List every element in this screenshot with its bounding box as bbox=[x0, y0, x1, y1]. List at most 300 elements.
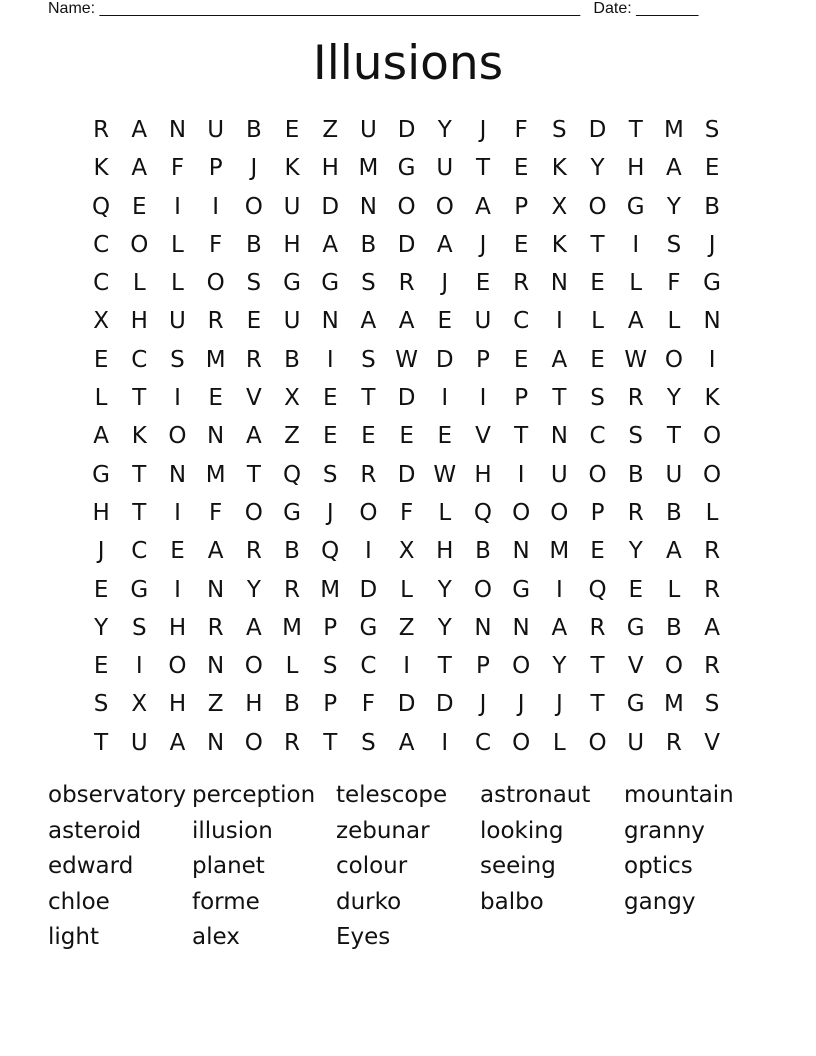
grid-letter: M bbox=[663, 117, 684, 143]
grid-letter: R bbox=[627, 499, 644, 526]
page-title: Illusions bbox=[312, 36, 504, 91]
grid-letter: F bbox=[209, 499, 223, 526]
grid-letter: B bbox=[666, 499, 682, 526]
grid-letter: R bbox=[704, 653, 721, 680]
grid-letter: L bbox=[94, 385, 108, 412]
grid-letter: J bbox=[326, 499, 334, 526]
grid-letter: D bbox=[321, 193, 340, 220]
grid-letter: R bbox=[93, 117, 110, 143]
grid-letter: B bbox=[360, 231, 377, 258]
grid-letter: A bbox=[245, 423, 262, 450]
grid-letter: T bbox=[132, 499, 147, 526]
grid-letter: O bbox=[168, 423, 187, 450]
grid-letter: F bbox=[209, 231, 223, 258]
grid-letter: P bbox=[514, 385, 529, 412]
grid-letter: B bbox=[245, 117, 262, 143]
grid-letter: B bbox=[284, 691, 300, 718]
grid-letter: U bbox=[283, 308, 301, 335]
grid-letter: C bbox=[589, 423, 606, 450]
grid-letter: O bbox=[244, 499, 263, 526]
grid-letter: O bbox=[588, 729, 607, 756]
grid-letter: B bbox=[627, 461, 644, 488]
grid-letter: L bbox=[285, 653, 299, 680]
grid-letter: O bbox=[244, 193, 263, 220]
grid-letter: H bbox=[321, 155, 339, 182]
grid-letter: D bbox=[397, 461, 416, 488]
grid-letter: G bbox=[130, 576, 149, 603]
grid-letter: D bbox=[359, 576, 378, 603]
grid-letter: E bbox=[208, 385, 223, 412]
grid-letter: T bbox=[552, 385, 567, 412]
grid-letter: A bbox=[322, 231, 339, 258]
grid-letter: O bbox=[588, 461, 607, 488]
grid-letter: V bbox=[627, 653, 644, 680]
grid-letter: B bbox=[284, 538, 300, 565]
grid-letter: X bbox=[93, 308, 109, 335]
grid-letter: A bbox=[169, 729, 186, 756]
grid-letter: E bbox=[93, 653, 109, 680]
grid-letter: I bbox=[403, 653, 410, 680]
grid-letter: X bbox=[398, 538, 415, 565]
grid-letter: I bbox=[555, 308, 563, 335]
word-list-item: light bbox=[48, 924, 99, 951]
grid-letter: G bbox=[397, 155, 416, 182]
grid-letter: J bbox=[517, 691, 525, 718]
grid-letter: J bbox=[708, 231, 716, 258]
grid-letter: Y bbox=[552, 653, 567, 680]
grid-letter: M bbox=[205, 346, 226, 373]
grid-letter: S bbox=[361, 729, 376, 756]
grid-letter: N bbox=[207, 653, 225, 680]
grid-letter: A bbox=[436, 231, 453, 258]
grid-letter: L bbox=[629, 270, 643, 297]
word-list-item: illusion bbox=[192, 817, 273, 844]
grid-letter: P bbox=[590, 499, 605, 526]
grid-letter: R bbox=[284, 576, 301, 603]
grid-letter: I bbox=[174, 193, 181, 220]
grid-letter: F bbox=[399, 499, 414, 526]
grid-letter: O bbox=[512, 499, 531, 526]
grid-letter: Z bbox=[398, 614, 415, 641]
grid-letter: U bbox=[169, 308, 186, 335]
grid-letter: L bbox=[591, 308, 604, 335]
grid-letter: E bbox=[704, 155, 720, 182]
grid-letter: E bbox=[322, 385, 338, 412]
grid-letter: O bbox=[397, 193, 416, 220]
grid-letter: A bbox=[475, 193, 491, 220]
grid-letter: I bbox=[632, 231, 640, 258]
grid-letter: S bbox=[704, 691, 720, 718]
grid-letter: E bbox=[322, 423, 338, 450]
grid-letter: T bbox=[514, 423, 529, 450]
grid-letter: K bbox=[704, 385, 720, 412]
grid-letter: H bbox=[92, 499, 110, 526]
grid-letter: T bbox=[361, 385, 376, 412]
grid-letter: D bbox=[588, 117, 607, 143]
grid-letter: S bbox=[628, 423, 644, 450]
grid-letter: E bbox=[590, 270, 605, 297]
grid-letter: O bbox=[550, 499, 569, 526]
grid-letter: R bbox=[704, 576, 721, 603]
grid-letter: S bbox=[246, 270, 262, 297]
grid-letter: E bbox=[361, 423, 376, 450]
grid-letter: D bbox=[435, 346, 454, 373]
grid-letter: T bbox=[590, 691, 605, 718]
grid-letter: H bbox=[168, 691, 187, 718]
grid-letter: J bbox=[479, 231, 487, 258]
grid-letter: B bbox=[475, 538, 491, 565]
grid-letter: R bbox=[589, 614, 606, 641]
grid-letter: F bbox=[170, 155, 185, 182]
grid-letter: X bbox=[131, 691, 148, 718]
grid-letter: M bbox=[205, 461, 226, 488]
word-list-item: colour bbox=[336, 853, 408, 880]
grid-letter: O bbox=[664, 346, 683, 373]
grid-letter: A bbox=[704, 614, 720, 641]
grid-letter: O bbox=[244, 653, 263, 680]
word-list-item: alex bbox=[192, 924, 240, 951]
grid-letter: E bbox=[475, 270, 491, 297]
grid-letter: S bbox=[552, 117, 567, 143]
grid-letter: Y bbox=[666, 193, 681, 220]
word-list-item: gangy bbox=[624, 888, 696, 915]
word-list-item: balbo bbox=[480, 888, 544, 915]
grid-letter: A bbox=[666, 538, 682, 565]
grid-letter: I bbox=[174, 385, 181, 412]
grid-letter: T bbox=[132, 385, 147, 412]
grid-letter: M bbox=[663, 691, 684, 718]
word-list-item: observatory bbox=[48, 782, 187, 808]
grid-letter: E bbox=[590, 538, 605, 565]
grid-letter: P bbox=[476, 653, 490, 680]
grid-letter: U bbox=[550, 461, 568, 488]
grid-letter: K bbox=[93, 155, 109, 182]
grid-letter: B bbox=[666, 614, 682, 641]
grid-letter: N bbox=[703, 308, 721, 335]
grid-letter: E bbox=[170, 538, 185, 565]
grid-letter: I bbox=[365, 538, 372, 565]
grid-letter: E bbox=[513, 231, 529, 258]
grid-letter: C bbox=[131, 346, 148, 373]
grid-letter: R bbox=[398, 270, 415, 297]
grid-letter: C bbox=[474, 729, 491, 756]
grid-letter: C bbox=[93, 270, 110, 297]
grid-letter: G bbox=[283, 270, 301, 297]
grid-letter: I bbox=[441, 729, 449, 756]
grid-letter: I bbox=[479, 385, 487, 412]
grid-letter: N bbox=[321, 308, 339, 335]
grid-letter: C bbox=[513, 308, 530, 335]
grid-letter: E bbox=[399, 423, 414, 450]
grid-letter: O bbox=[703, 423, 722, 450]
grid-letter: H bbox=[168, 614, 187, 641]
grid-letter: P bbox=[323, 691, 338, 718]
grid-letter: G bbox=[626, 193, 645, 220]
grid-letter: E bbox=[590, 346, 605, 373]
grid-letter: M bbox=[282, 614, 302, 641]
grid-letter: S bbox=[590, 385, 605, 412]
grid-letter: J bbox=[479, 117, 487, 143]
grid-letter: T bbox=[628, 117, 643, 143]
grid-letter: T bbox=[475, 155, 490, 182]
grid-letter: O bbox=[512, 653, 531, 680]
grid-letter: F bbox=[667, 270, 681, 297]
grid-letter: L bbox=[552, 729, 566, 756]
grid-letter: U bbox=[474, 308, 492, 335]
grid-letter: H bbox=[474, 461, 492, 488]
grid-letter: R bbox=[245, 538, 262, 565]
grid-letter: P bbox=[476, 346, 490, 373]
grid-letter: X bbox=[551, 193, 568, 220]
word-list-item: chloe bbox=[48, 888, 110, 915]
grid-letter: D bbox=[397, 117, 416, 143]
grid-letter: N bbox=[207, 576, 225, 603]
grid-letter: P bbox=[514, 193, 529, 220]
grid-letter: C bbox=[131, 538, 148, 565]
grid-letter: Q bbox=[92, 193, 111, 220]
grid-letter: V bbox=[245, 385, 262, 412]
grid-letter: L bbox=[705, 499, 719, 526]
grid-letter: O bbox=[130, 231, 149, 258]
grid-letter: N bbox=[168, 117, 187, 143]
grid-letter: M bbox=[358, 155, 379, 182]
grid-letter: Z bbox=[284, 423, 300, 450]
grid-letter: L bbox=[438, 499, 452, 526]
grid-letter: O bbox=[664, 653, 683, 680]
grid-letter: L bbox=[667, 576, 681, 603]
grid-letter: N bbox=[207, 729, 225, 756]
grid-letter: V bbox=[704, 729, 720, 756]
grid-letter: O bbox=[588, 193, 607, 220]
grid-letter: M bbox=[549, 538, 570, 565]
grid-letter: G bbox=[92, 461, 110, 488]
grid-letter: E bbox=[513, 346, 529, 373]
grid-letter: G bbox=[321, 270, 340, 297]
grid-letter: I bbox=[708, 346, 716, 373]
grid-letter: I bbox=[441, 385, 449, 412]
grid-letter: L bbox=[132, 270, 146, 297]
grid-letter: R bbox=[360, 461, 377, 488]
word-list-item: telescope bbox=[336, 782, 448, 808]
grid-letter: A bbox=[398, 729, 415, 756]
grid-letter: E bbox=[93, 576, 109, 603]
grid-letter: Y bbox=[590, 155, 605, 182]
grid-letter: G bbox=[626, 691, 645, 718]
grid-letter: P bbox=[323, 614, 338, 641]
grid-letter: J bbox=[555, 691, 563, 718]
grid-letter: N bbox=[512, 538, 530, 565]
grid-letter: B bbox=[245, 231, 262, 258]
grid-letter: W bbox=[433, 461, 457, 488]
grid-letter: Y bbox=[437, 614, 452, 641]
grid-letter: Q bbox=[282, 461, 302, 488]
grid-letter: Q bbox=[473, 499, 493, 526]
grid-letter: B bbox=[704, 193, 720, 220]
word-list-item: forme bbox=[192, 888, 260, 915]
grid-letter: P bbox=[208, 155, 223, 182]
grid-letter: F bbox=[361, 691, 376, 718]
grid-letter: O bbox=[473, 576, 493, 603]
grid-letter: R bbox=[627, 385, 644, 412]
grid-letter: S bbox=[131, 614, 147, 641]
grid-letter: A bbox=[398, 308, 415, 335]
grid-letter: C bbox=[93, 231, 110, 258]
grid-letter: F bbox=[514, 117, 528, 143]
grid-letter: T bbox=[132, 461, 147, 488]
word-list bbox=[48, 778, 768, 956]
grid-letter: I bbox=[326, 346, 334, 373]
grid-letter: S bbox=[361, 346, 376, 373]
grid-letter: A bbox=[207, 538, 224, 565]
grid-letter: D bbox=[397, 231, 416, 258]
grid-letter: O bbox=[435, 193, 454, 220]
grid-letter: Q bbox=[321, 538, 340, 565]
grid-letter: J bbox=[97, 538, 105, 565]
grid-letter: A bbox=[245, 614, 262, 641]
grid-letter: D bbox=[397, 691, 416, 718]
grid-letter: I bbox=[517, 461, 525, 488]
grid-letter: T bbox=[323, 729, 338, 756]
grid-letter: Y bbox=[628, 538, 643, 565]
word-list-item: edward bbox=[48, 853, 134, 880]
grid-letter: A bbox=[360, 308, 377, 335]
grid-letter: T bbox=[590, 653, 605, 680]
grid-letter: T bbox=[437, 653, 452, 680]
grid-letter: S bbox=[361, 270, 376, 297]
grid-letter: H bbox=[245, 691, 263, 718]
grid-letter: O bbox=[168, 653, 187, 680]
grid-letter: A bbox=[627, 308, 644, 335]
grid-letter: N bbox=[168, 461, 187, 488]
word-list-item: granny bbox=[624, 817, 705, 844]
grid-letter: U bbox=[130, 729, 148, 756]
grid-letter: G bbox=[359, 614, 378, 641]
word-list-item: zebunar bbox=[336, 817, 430, 844]
grid-letter: E bbox=[93, 346, 109, 373]
word-list-item: perception bbox=[192, 782, 316, 808]
grid-letter: J bbox=[441, 270, 449, 297]
grid-letter: S bbox=[322, 461, 338, 488]
grid-letter: N bbox=[474, 614, 492, 641]
grid-letter: N bbox=[512, 614, 530, 641]
grid-letter: T bbox=[666, 423, 681, 450]
grid-letter: E bbox=[437, 423, 453, 450]
grid-letter: Y bbox=[437, 117, 452, 143]
grid-letter: S bbox=[704, 117, 720, 143]
word-list-item: seeing bbox=[480, 853, 556, 880]
grid-letter: T bbox=[590, 231, 605, 258]
grid-letter: E bbox=[628, 576, 643, 603]
grid-letter: A bbox=[551, 614, 568, 641]
word-list-item: astronaut bbox=[480, 782, 591, 808]
grid-letter: R bbox=[207, 308, 224, 335]
grid-letter: T bbox=[94, 729, 109, 756]
grid-letter: A bbox=[666, 155, 682, 182]
grid-letter: H bbox=[130, 308, 148, 335]
grid-letter: E bbox=[513, 155, 529, 182]
grid-letter: Y bbox=[666, 385, 681, 412]
letter-grid bbox=[82, 111, 731, 762]
grid-letter: W bbox=[395, 346, 418, 373]
grid-letter: N bbox=[550, 423, 568, 450]
grid-letter: R bbox=[704, 538, 721, 565]
grid-letter: S bbox=[93, 691, 109, 718]
grid-letter: S bbox=[170, 346, 185, 373]
grid-letter: I bbox=[174, 576, 181, 603]
grid-letter: M bbox=[320, 576, 341, 603]
grid-letter: K bbox=[284, 155, 300, 182]
word-list-item: asteroid bbox=[48, 817, 142, 844]
grid-letter: N bbox=[207, 423, 225, 450]
grid-letter: G bbox=[703, 270, 721, 297]
grid-letter: S bbox=[322, 653, 338, 680]
grid-letter: E bbox=[246, 308, 262, 335]
grid-letter: C bbox=[360, 653, 377, 680]
grid-letter: G bbox=[512, 576, 531, 603]
grid-letter: E bbox=[437, 308, 453, 335]
grid-letter: O bbox=[206, 270, 225, 297]
grid-letter: A bbox=[131, 155, 148, 182]
grid-letter: L bbox=[400, 576, 413, 603]
grid-letter: L bbox=[171, 231, 184, 258]
grid-letter: R bbox=[665, 729, 682, 756]
grid-letter: R bbox=[245, 346, 262, 373]
grid-letter: I bbox=[174, 499, 181, 526]
word-list-item: mountain bbox=[624, 782, 734, 808]
grid-letter: O bbox=[359, 499, 378, 526]
grid-letter: O bbox=[703, 461, 722, 488]
grid-letter: G bbox=[626, 614, 645, 641]
grid-letter: S bbox=[666, 231, 682, 258]
grid-letter: Y bbox=[246, 576, 261, 603]
word-list-item: Eyes bbox=[336, 924, 391, 951]
grid-letter: Q bbox=[588, 576, 607, 603]
grid-letter: U bbox=[207, 117, 225, 143]
grid-letter: O bbox=[244, 729, 263, 756]
grid-letter: J bbox=[250, 155, 258, 182]
grid-letter: R bbox=[207, 614, 224, 641]
name-date-line: Name: ______________________________________________________ Date: _______ bbox=[48, 0, 699, 17]
word-list-item: optics bbox=[624, 853, 693, 880]
grid-letter: V bbox=[475, 423, 491, 450]
grid-letter: U bbox=[436, 155, 454, 182]
grid-letter: X bbox=[284, 385, 300, 412]
grid-letter: E bbox=[284, 117, 300, 143]
grid-letter: R bbox=[284, 729, 301, 756]
grid-letter: E bbox=[132, 193, 147, 220]
grid-letter: N bbox=[359, 193, 378, 220]
grid-letter: H bbox=[627, 155, 645, 182]
grid-letter: I bbox=[555, 576, 563, 603]
grid-letter: Y bbox=[437, 576, 452, 603]
word-list-item: looking bbox=[480, 817, 564, 844]
grid-letter: U bbox=[665, 461, 683, 488]
grid-letter: H bbox=[283, 231, 301, 258]
grid-letter: Y bbox=[94, 614, 109, 641]
grid-letter: I bbox=[135, 653, 143, 680]
grid-letter: L bbox=[667, 308, 681, 335]
grid-letter: T bbox=[246, 461, 261, 488]
grid-letter: A bbox=[93, 423, 109, 450]
word-list-item: durko bbox=[336, 888, 402, 915]
grid-letter: K bbox=[551, 231, 567, 258]
grid-letter: A bbox=[551, 346, 568, 373]
grid-letter: O bbox=[512, 729, 531, 756]
grid-letter: I bbox=[212, 193, 220, 220]
grid-letter: W bbox=[624, 346, 648, 373]
grid-letter: A bbox=[131, 117, 148, 143]
grid-letter: R bbox=[513, 270, 530, 297]
